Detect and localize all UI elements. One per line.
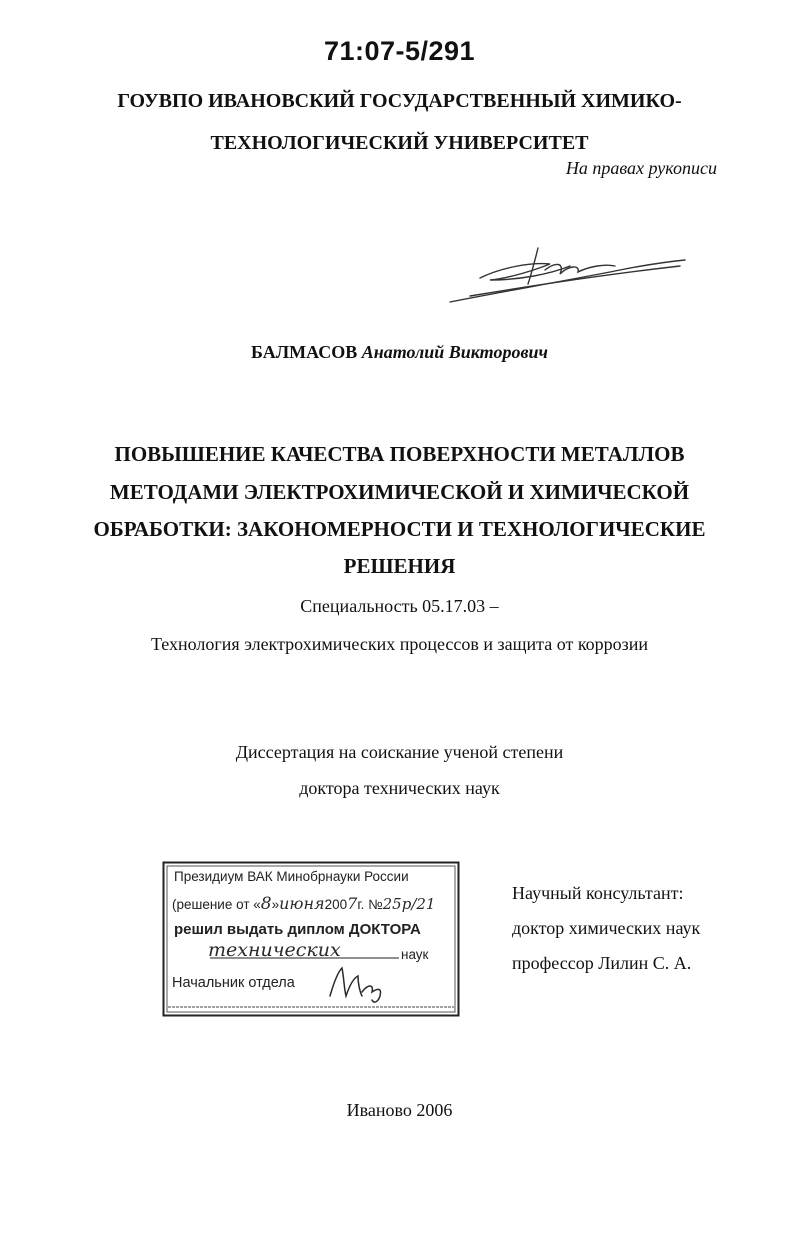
dissertation-line-1: Диссертация на соискание ученой степени [235,742,564,762]
stamp-hand-month: июня [279,894,325,913]
stamp-hand-year: 7 [347,894,358,913]
author-signature [440,240,690,315]
author-surname: БАЛМАСОВ [251,342,358,362]
title-line-4: РЕШЕНИЯ [343,554,456,578]
consultant-degree: доктор химических наук [512,918,701,938]
signature-stroke [480,264,570,280]
stamp-line-3: решил выдать диплом ДОКТОРА [174,921,421,938]
stamp-official-signature [322,962,392,1006]
author-given-names: Анатолий Викторович [361,342,548,362]
institution-line-2: ТЕХНОЛОГИЧЕСКИЙ УНИВЕРСИТЕТ [210,132,589,154]
stamp-number-label: г. № [357,897,383,912]
specialty-code: Специальность 05.17.03 – [300,596,499,616]
dissertation-line-2: доктора технических наук [299,778,500,798]
title-line-3: ОБРАБОТКИ: ЗАКОНОМЕРНОСТИ И ТЕХНОЛОГИЧЕСКИЕ [93,517,706,541]
stamp-decision-mid: » [271,897,280,912]
specialty-name: Технология электрохимических процессов и защита от коррозии [150,634,649,654]
stamp-hand-number: 25р/21 [382,895,436,913]
institution-line-1: ГОУВПО ИВАНОВСКИЙ ГОСУДАРСТВЕННЫЙ ХИМИКО- [117,90,682,112]
signature-stroke [470,266,680,296]
consultant-label: Научный консультант: [512,883,684,903]
signature-stroke [528,248,538,284]
stamp-hand-day: 8 [260,894,272,914]
catalog-number: 71:07-5/291 [323,36,476,66]
rights-note: На правах рукописи [565,158,717,178]
author-name [0,342,799,363]
stamp-decision-prefix: (решение от « [172,897,261,912]
stamp-line-2 [172,894,435,914]
stamp-line-1: Президиум ВАК Минобрнауки России [174,869,409,884]
title-line-2: МЕТОДАМИ ЭЛЕКТРОХИМИЧЕСКОЙ И ХИМИЧЕСКОЙ [109,480,690,504]
stamp-year-prefix: 200 [324,897,348,912]
stamp-line-5: Начальник отдела [172,975,295,991]
stamp-signature-stroke [330,968,362,996]
stamp-line-4-suffix: наук [401,947,429,962]
consultant-name: профессор Лилин С. А. [512,953,692,973]
city-year: Иваново 2006 [346,1100,453,1120]
stamp-signature-stroke [362,986,381,1002]
stamp-hand-field: технических [208,939,341,961]
title-line-1: ПОВЫШЕНИЕ КАЧЕСТВА ПОВЕРХНОСТИ МЕТАЛЛОВ [114,442,685,466]
